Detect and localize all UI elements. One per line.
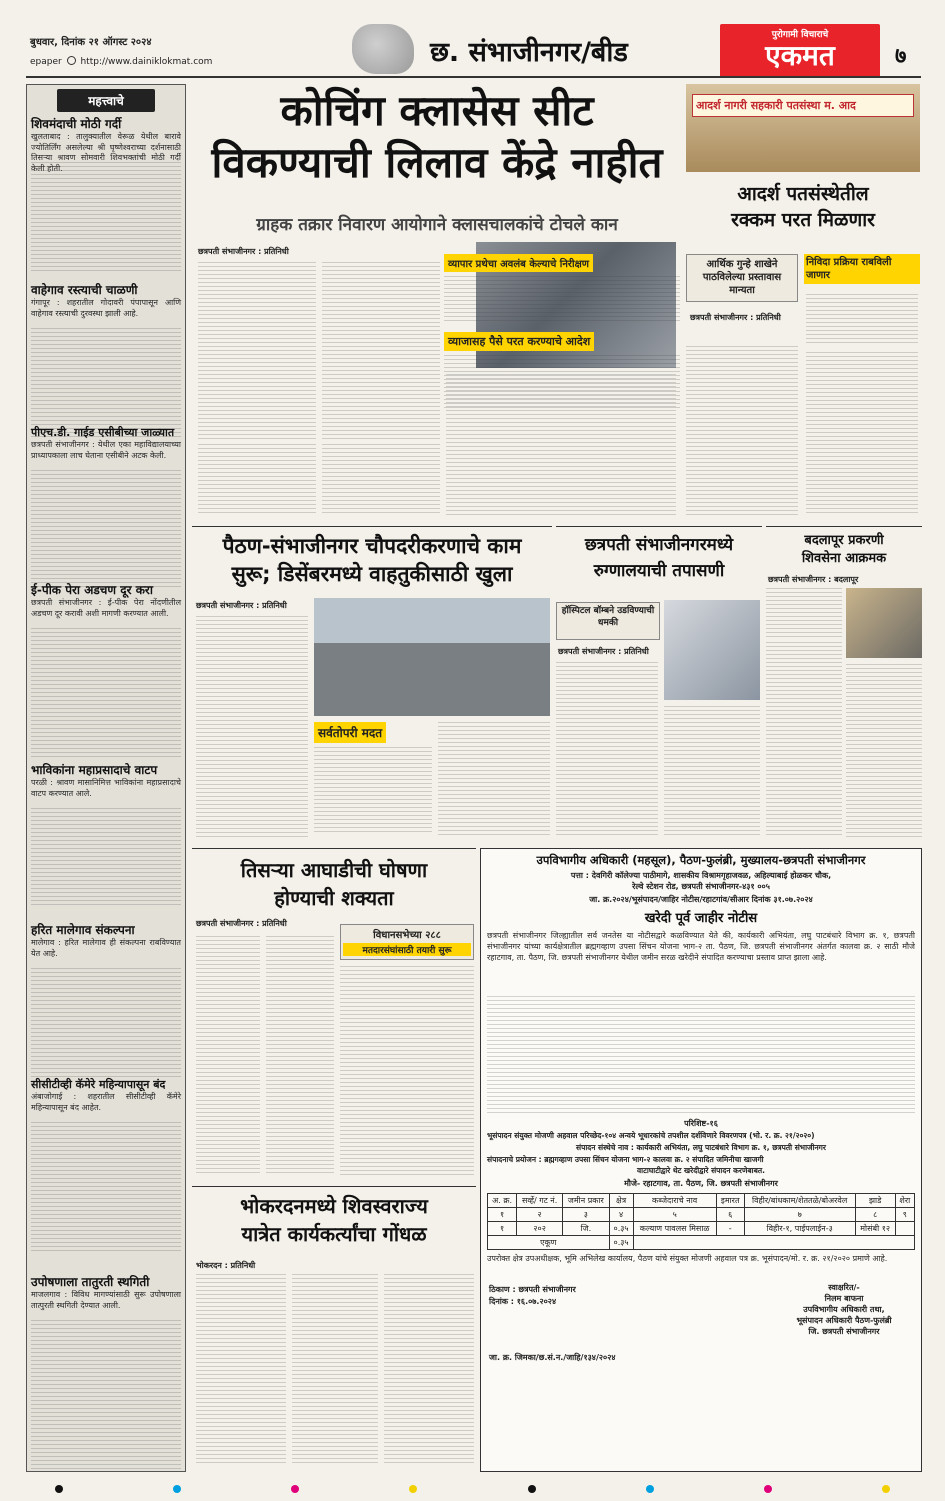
adarsh-box2-text: निविदा प्रक्रिया राबविली जाणार	[804, 254, 920, 284]
aghadi-box	[340, 924, 474, 960]
brand-tagline: पुरोगामी विचाराचे	[771, 30, 829, 40]
table-header-cell: झाडे	[855, 1194, 895, 1208]
aghadi-box-line2: मतदारसंघांसाठी तयारी सुरू	[343, 943, 471, 956]
hospital-story	[556, 526, 762, 846]
table-index-cell: ३	[563, 1208, 610, 1222]
sidebar-item-head: ई-पीक पेरा अडचण दूर करा	[31, 583, 153, 597]
badlapur-headline-1: बदलापूर प्रकरणी	[804, 533, 884, 548]
protest-photo	[846, 588, 922, 658]
table-index-cell: ७	[744, 1208, 855, 1222]
notice-parishishta: परिशिष्ट-१६	[684, 1119, 718, 1128]
notice-place: ठिकाण : छत्रपती संभाजीनगर	[489, 1285, 576, 1294]
page-number: ७	[895, 44, 907, 69]
hospital-photo	[664, 600, 760, 700]
brand-box	[720, 24, 880, 78]
aghadi-headline-1: तिसऱ्या आघाडीची घोषणा	[240, 858, 428, 882]
hospital-box	[556, 602, 660, 640]
notice-jaa-kra: जा. क्र. जिमका/छ.सं.न./जाहि/१३४/२०२४	[489, 1353, 616, 1362]
paithan-story	[192, 526, 552, 846]
sidebar-item-body: गंगापूर : शहरातील गोदावरी पंपापासून आणि वाहेगाव रस्त्याची दुरवस्था झाली आहे.	[31, 298, 181, 318]
sidebar-item-head: सीसीटीव्ही कॅमेरे महिन्यापासून बंद	[31, 1078, 166, 1091]
table-index-cell: ४	[609, 1208, 633, 1222]
hospital-dateline: छत्रपती संभाजीनगर : प्रतिनिधी	[558, 647, 649, 656]
registration-dot	[528, 1485, 536, 1493]
lead-headline-2: विकण्याची लिलाव केंद्रे नाहीत	[211, 138, 663, 187]
table-header-cell: इमारत	[716, 1194, 744, 1208]
lead-box2-title: व्याजासह पैसे परत करण्याचे आदेश	[444, 332, 594, 351]
notice-address2: रेल्वे स्टेशन रोड, छत्रपती संभाजीनगर-४३१ ००५	[632, 882, 770, 891]
sign-line2: निलम बाफना	[824, 1294, 864, 1303]
notice-address1: पत्ता : देवगिरी कॉलेज्या पाठीमागे, शासकीय विश्रामगृहाजवळ, अहिल्याबाई होळकर चौक,	[570, 871, 832, 880]
sidebar-item	[31, 581, 181, 758]
table-header-row	[488, 1194, 915, 1208]
sign-line4: भूसंपादन अधिकारी पैठण-फुलंब्री	[796, 1316, 892, 1325]
land-table	[487, 1193, 915, 1250]
sidebar-item	[31, 1077, 181, 1252]
sidebar-item	[31, 921, 181, 1078]
adarsh-box1	[686, 254, 798, 302]
badlapur-story	[766, 526, 922, 846]
paithan-headline-1: पैठण-संभाजीनगर चौपदरीकरणाचे काम	[222, 534, 522, 558]
adarsh-dateline: छत्रपती संभाजीनगर : प्रतिनिधी	[690, 313, 781, 322]
sidebar-title: महत्त्वाचे	[88, 94, 124, 108]
sidebar-item-head: शिवमंदाची मोठी गर्दी	[31, 117, 122, 131]
issue-date: बुधवार, दिनांक २१ ऑगस्ट २०२४	[30, 37, 152, 48]
sidebar	[26, 84, 186, 1472]
notice-footnote: उपरोक्त क्षेत्र उपअधीक्षक, भूमि अभिलेख कार्यालय, पैठण यांचे संयुक्त मोजणी अहवाल पत्र क्र. भूसंपादन/मो. र. क्र. २१/२०२० प्रमाणे आहे.	[487, 1254, 888, 1263]
lead-box1-title: व्यापार प्रथेचा अवलंब केल्याचे निरीक्षण	[444, 254, 593, 272]
paithan-box	[314, 722, 432, 838]
table-index-row	[488, 1208, 915, 1222]
bhokardan-headline-1: भोकरदनमध्ये शिवस्वराज्य	[240, 1194, 428, 1218]
adarsh-story	[686, 84, 920, 524]
sidebar-item-head: उपोषणाला तातुरती स्थगिती	[31, 1275, 150, 1289]
notice-line4: वाटाघाटीद्वारे थेट खरेदीद्वारे संपादन करणेबाबत.	[636, 1166, 766, 1175]
table-index-cell: ५	[633, 1208, 716, 1222]
globe-icon	[67, 56, 76, 65]
table-header-cell: अ. क्र.	[488, 1194, 517, 1208]
notice-line3: संपादनाचे प्रयोजन : ब्रह्मगव्हाण उपसा सिंचन योजना भाग-२ कालवा क्र. २ संपादित जमिनीचा खाजगी	[487, 1155, 764, 1164]
table-cell: १	[488, 1222, 517, 1236]
lead-box-interest	[444, 330, 680, 406]
adarsh-box2	[804, 254, 920, 284]
notice-date: दिनांक : १६.०७.२०२४	[489, 1297, 557, 1306]
table-index-cell: १	[488, 1208, 517, 1222]
table-index-cell: ८	[855, 1208, 895, 1222]
sidebar-item-head: पीएच.डी. गाईड एसीबीच्या जाळ्यात	[31, 426, 175, 439]
table-index-cell: ६	[716, 1208, 744, 1222]
masthead	[0, 0, 945, 82]
table-header-cell: जमीन प्रकार	[563, 1194, 610, 1208]
table-cell	[895, 1222, 914, 1236]
notice-heading: खरेदी पूर्व जाहीर नोटीस	[644, 911, 758, 926]
table-header-cell: विहीर/बांधकाम/शेततळे/बोअरवेल	[744, 1194, 855, 1208]
lead-headline-1: कोचिंग क्लासेस सीट	[280, 86, 594, 135]
table-cell: जि.	[563, 1222, 610, 1236]
sidebar-item-head: हरित मालेगाव संकल्पना	[31, 923, 135, 937]
paithan-box-title: सर्वतोपरी मदत	[314, 722, 386, 743]
badlapur-headline-2: शिवसेना आक्रमक	[801, 551, 887, 566]
sidebar-item-body: छत्रपती संभाजीनगर : येथील एका महाविद्यालयाच्या प्राध्यापकाला लाच घेताना एसीबीने अटक केली.	[31, 440, 181, 460]
lead-box-practice	[444, 252, 680, 318]
paithan-headline-2: सुरू; डिसेंबरमध्ये वाहतुकीसाठी खुला	[231, 562, 513, 586]
sidebar-item	[31, 281, 181, 438]
bhokardan-dateline: भोकरदन : प्रतिनिधी	[196, 1261, 256, 1270]
brand-logo: एकमत	[765, 39, 835, 72]
registration-dot	[291, 1485, 299, 1493]
epaper-url: http://www.dainiklokmat.com	[80, 57, 213, 67]
lead-subtitle: ग्राहक तक्रार निवारण आयोगाने क्लासचालकांचे टोचले कान	[256, 215, 618, 235]
table-cell: कल्याण पावलस मिसाळ	[633, 1222, 716, 1236]
notice-body: छत्रपती संभाजीनगर जिल्ह्यातील सर्व जनतेस या नोटीसद्वारे कळविण्यात येते की, कार्यकारी अभियंता, लघु पाटबंधारे विभाग क्र. १, छत्रपती संभाजीनगर यांच्या कार्यक्षेत्रातील ब्रह्मगव्हाण उपसा सिंचन योजना भाग-२ ता. पैठण, जि. छत्रपती संभाजीनगर अंतर्गत कालवा क्र. २ साठी मौजे रहाटगाव, ता. पैठण, जि. छत्रपती संभाजीनगर येथील जमीन सरळ खरेदीने संपादित करण्याचा प्रस्ताव प्राप्त झाला आहे.	[487, 931, 915, 962]
table-header-cell: शेरा	[895, 1194, 914, 1208]
highway-photo	[314, 598, 550, 716]
table-header-cell: सर्व्हे/ गट नं.	[517, 1194, 563, 1208]
legal-notice	[480, 848, 922, 1472]
masthead-rule	[26, 76, 921, 78]
sidebar-item	[31, 1273, 181, 1470]
aghadi-box-line1: विधानसभेच्या २८८	[373, 930, 441, 941]
registration-bar	[0, 1484, 945, 1494]
table-total-value: ०.३५	[609, 1236, 633, 1250]
table-cell: मोसंबी १२	[855, 1222, 895, 1236]
table-cell: -	[716, 1222, 744, 1236]
sidebar-item-body: खुलताबाद : तालुक्यातील वेरूळ येथील बारावे ज्योतिर्लिंग असलेल्या श्री घृष्णेश्वराच्या दर्शनासाठी तिसऱ्या श्रावण सोमवारी शिवभक्तांची मोठी गर्दी केली होती.	[31, 132, 181, 173]
epaper-link[interactable]	[30, 56, 212, 67]
registration-dot	[882, 1485, 890, 1493]
sign-line5: जि. छत्रपती संभाजीनगर	[808, 1327, 880, 1336]
notice-line1: भूसंपादन संयुक्त मोजणी अहवाल परिच्छेद-१०४ अन्वये भूधारकांचे तपशील दर्शविणारे विवरणपत्र (भो. र. क्र. २१/२०२०)	[487, 1131, 815, 1140]
adarsh-headline-2: रक्कम परत मिळणार	[731, 209, 875, 231]
epaper-label: epaper	[30, 57, 62, 67]
sidebar-title-bar	[57, 89, 155, 112]
bhokardan-headline-2: यात्रेत कार्यकर्त्यांचा गोंधळ	[241, 1222, 427, 1246]
sidebar-item-head: भाविकांना महाप्रसादाचे वाटप	[31, 763, 158, 777]
sign-line3: उपविभागीय अधिकारी तथा,	[803, 1305, 885, 1314]
notice-office: उपविभागीय अधिकारी (महसूल), पैठण-फुलंब्री, मुख्यालय-छत्रपती संभाजीनगर	[536, 853, 866, 867]
registration-dot	[173, 1485, 181, 1493]
registration-dot	[764, 1485, 772, 1493]
table-header-cell: कब्जेदाराचे नाव	[633, 1194, 716, 1208]
table-total-label: एकूण	[488, 1236, 610, 1250]
hospital-box-text: हॉस्पिटल बॉम्बने उडविण्याची धमकी	[561, 606, 655, 628]
adarsh-headline-1: आदर्श पतसंस्थेतील	[737, 183, 869, 205]
sidebar-item-body: माजलगाव : विविध मागण्यांसाठी सुरू उपोषणाला तात्पुरती स्थगिती देण्यात आली.	[31, 1290, 181, 1310]
notice-line2: संपादन संस्थेचे नाव : कार्यकारी अभियंता, लघु पाटबंधारे विभाग क्र. १, छत्रपती संभाजीनगर	[576, 1143, 826, 1152]
adarsh-box1-text: आर्थिक गुन्हे शाखेने पाठविलेल्या प्रस्तावास मान्यता	[702, 259, 782, 296]
table-cell: ०.३५	[609, 1222, 633, 1236]
table-cell: २०२	[517, 1222, 563, 1236]
badlapur-dateline: छत्रपती संभाजीनगर : बदलापूर	[768, 575, 859, 584]
registration-dot	[646, 1485, 654, 1493]
notice-signature	[771, 1282, 917, 1337]
sidebar-item-body: मालेगाव : हरित मालेगाव ही संकल्पना राबविण्यात येत आहे.	[31, 938, 181, 958]
notice-village: मौजे- रहाटगाव, ता. पैठण, जि. छत्रपती संभाजीनगर	[624, 1179, 778, 1188]
table-total-row	[488, 1236, 915, 1250]
notice-ref: जा. क्र.२०२४/भूसंपादन/जाहिर नोटीस/रहाटगांव/सीआर दिनांक ३१.०७.२०२४	[589, 895, 813, 904]
sidebar-item	[31, 425, 181, 590]
aghadi-dateline: छत्रपती संभाजीनगर : प्रतिनिधी	[196, 919, 287, 928]
sidebar-item-body: परळी : श्रावण मासानिमित्त भाविकांना महाप्रसादाचे वाटप करण्यात आले.	[31, 778, 181, 798]
sidebar-item-body: छत्रपती संभाजीनगर : ई-पीक पेरा नोंदणीतील अडचण दूर करावी अशी मागणी करण्यात आली.	[31, 598, 181, 618]
aghadi-headline-2: होण्याची शक्यता	[274, 886, 394, 910]
table-header-cell: क्षेत्र	[609, 1194, 633, 1208]
hospital-headline-1: छत्रपती संभाजीनगरमध्ये	[584, 535, 734, 555]
table-index-cell: ९	[895, 1208, 914, 1222]
hospital-headline-2: रुग्णालयाची तपासणी	[593, 561, 725, 581]
edition-title: छ. संभाजीनगर/बीड	[430, 37, 628, 68]
lead-dateline: छत्रपती संभाजीनगर : प्रतिनिधी	[198, 247, 289, 256]
paithan-dateline: छत्रपती संभाजीनगर : प्रतिनिधी	[196, 601, 287, 610]
sidebar-item	[31, 761, 181, 908]
table-index-cell: २	[517, 1208, 563, 1222]
sidebar-item-body: अंबाजोगाई : शहरातील सीसीटीव्ही कॅमेरे महिन्यापासून बंद आहेत.	[31, 1092, 181, 1112]
table-row	[488, 1222, 915, 1236]
bhokardan-story	[192, 1186, 476, 1472]
sidebar-item-head: वाहेगाव रस्त्याची चाळणी	[31, 283, 138, 297]
registration-dot	[409, 1485, 417, 1493]
city-map-icon	[352, 24, 414, 74]
registration-dot	[55, 1485, 63, 1493]
bank-sign: आदर्श नागरी सहकारी पतसंस्था म. आद	[692, 94, 914, 117]
table-cell: विहीर-१, पाईपलाईन-३	[744, 1222, 855, 1236]
sign-line1: स्वाक्षरित/-	[828, 1283, 860, 1292]
sidebar-item	[31, 115, 181, 272]
bank-photo	[686, 84, 920, 172]
